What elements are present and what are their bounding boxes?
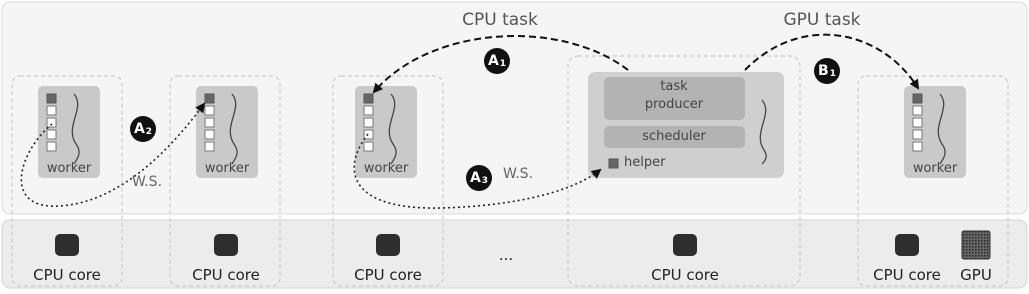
ws-label-a2: W.S. xyxy=(132,174,163,190)
worker-1-label: worker xyxy=(46,161,92,176)
gpu-task-label: GPU task xyxy=(783,10,861,30)
scheduler-label: scheduler xyxy=(642,129,706,144)
cpu-core-4-label: CPU core xyxy=(651,266,719,284)
worker-gpu-label: worker xyxy=(912,161,958,176)
cpu-core-5 xyxy=(895,234,919,256)
ellipsis-label: ... xyxy=(498,246,514,264)
badge-b1: B $_1$ xyxy=(814,58,840,84)
worker-2-label: worker xyxy=(204,161,250,176)
cpu-core-1-label: CPU core xyxy=(33,266,101,284)
gpu-chip xyxy=(962,231,990,259)
cpu-core-5-label: CPU core xyxy=(873,266,941,284)
cpu-core-2-label: CPU core xyxy=(192,266,260,284)
badge-a1: A $_1$ xyxy=(484,48,510,74)
cpu-core-4 xyxy=(673,234,697,256)
cpu-core-2 xyxy=(214,234,238,256)
worker-3-label: worker xyxy=(363,161,409,176)
cpu-core-3-label: CPU core xyxy=(354,266,422,284)
gpu-label: GPU xyxy=(960,266,992,284)
ws-label-a3: W.S. xyxy=(503,166,534,182)
cpu-core-1 xyxy=(55,234,79,256)
cpu-core-3 xyxy=(376,234,400,256)
task-producer-label-line1: task xyxy=(660,79,688,94)
task-producer-label-line2: producer xyxy=(644,97,704,112)
badge-a3: A $_3$ xyxy=(466,165,492,191)
badge-a2: A $_2$ xyxy=(130,116,156,142)
cpu-task-label: CPU task xyxy=(462,10,538,30)
helper-label: helper xyxy=(624,155,666,170)
